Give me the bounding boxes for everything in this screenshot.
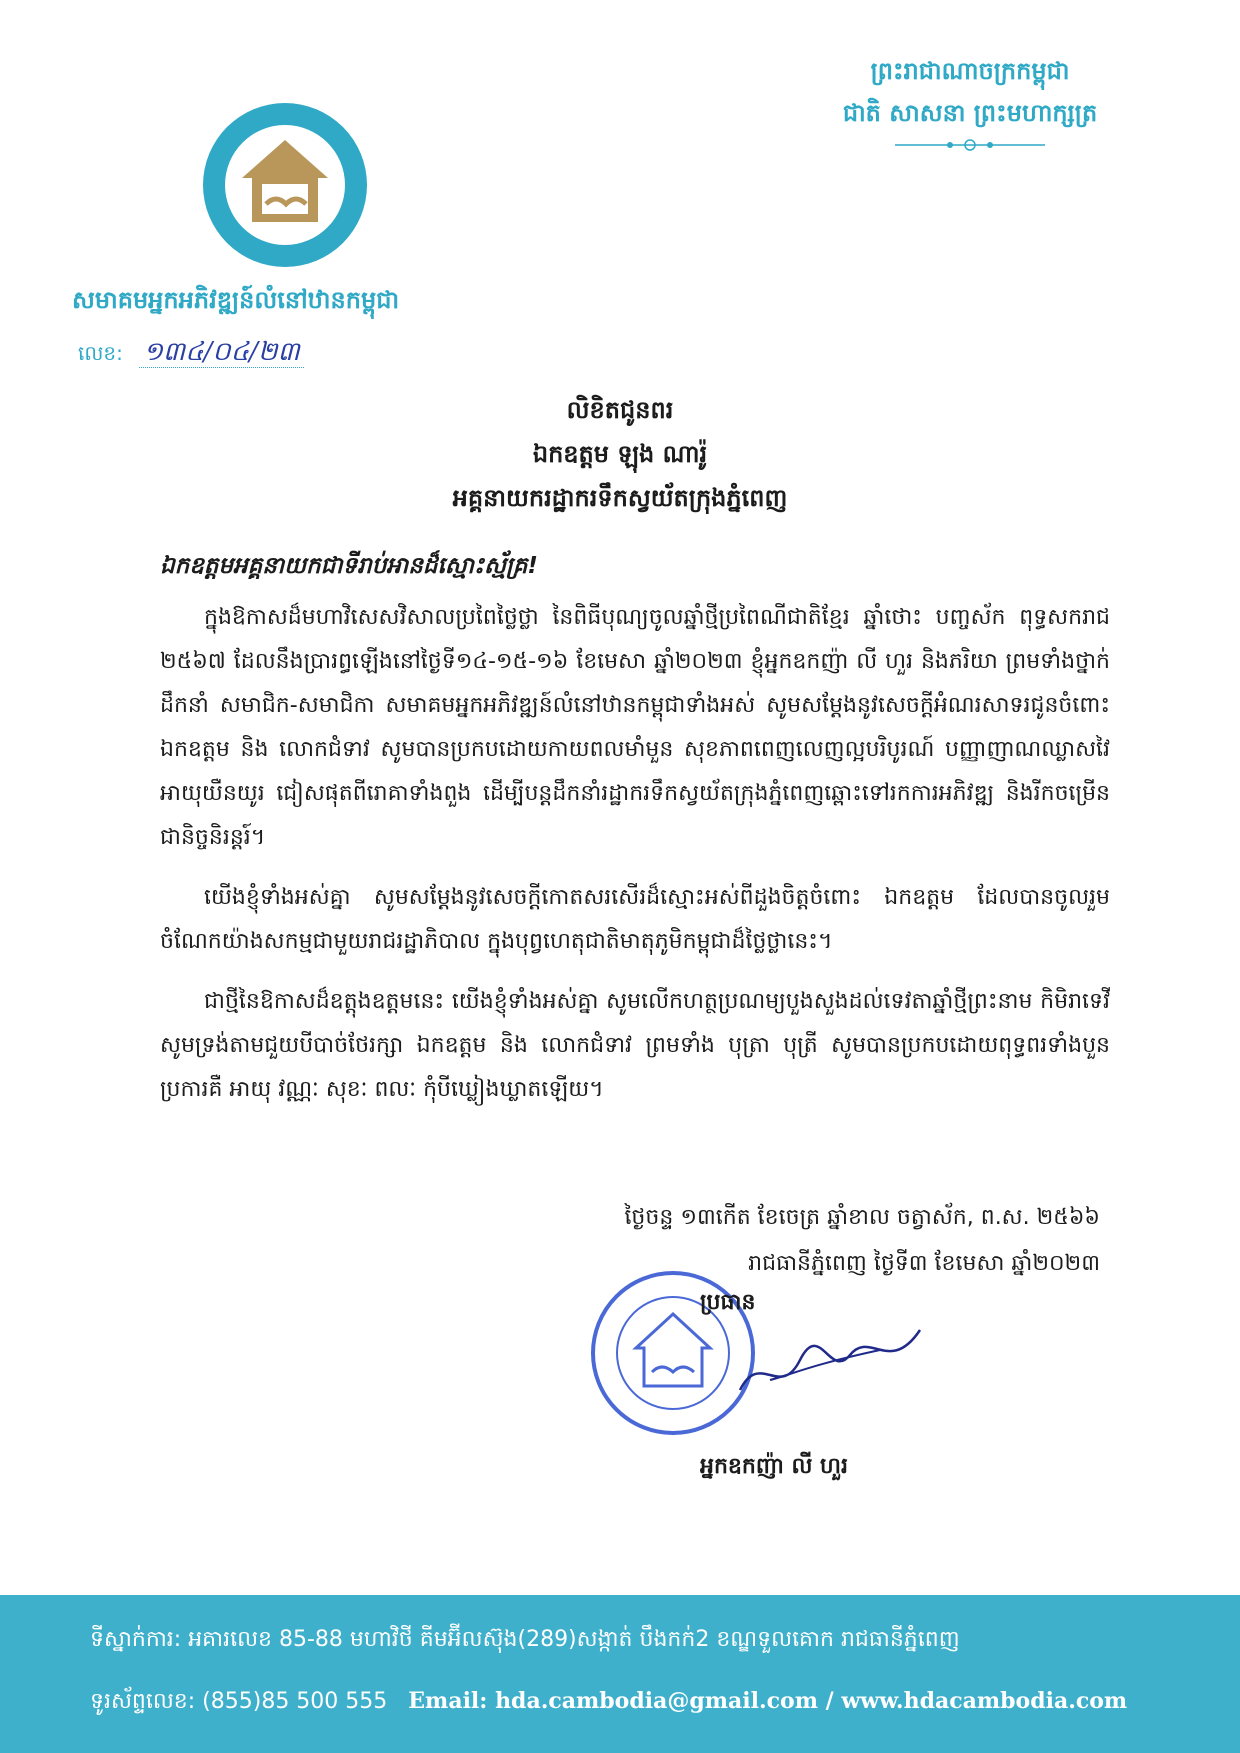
solar-date: រាជធានីភ្នំពេញ ថ្ងៃទី៣ ខែមេសា ឆ្នាំ២០២៣	[748, 1251, 1100, 1276]
motto-line2: ជាតិ សាសនា ព្រះមហាក្សត្រ	[842, 99, 1098, 127]
ref-value: ១៣៤/០៤/២៣	[139, 337, 304, 368]
motto-line1: ព្រះរាជាណាចក្រកម្ពុជា	[870, 57, 1070, 85]
paragraph: ក្នុងឱកាសដ៏មហាវិសេសវិសាលប្រពៃថ្លៃថ្លា នៃពិធីបុណ្យចូលឆ្នាំថ្មីប្រពៃណីជាតិខ្មែរ ឆ្នាំថោះ បញ្ចស័ក ពុទ្ធសករាជ ២៥៦៧ ដែលនឹងប្រារព្ធឡើងនៅថ្ងៃទី១៤-១៥-១៦ ខែមេសា ឆ្នាំ២០២៣ ខ្ញុំអ្នកឧកញ៉ា លី ហួរ និងភរិយា ព្រមទាំងថ្នាក់ដឹកនាំ សមាជិក-សមាជិកា សមាគមអ្នកអភិវឌ្ឍន៍លំនៅឋានកម្ពុជាទាំងអស់ សូមសម្តែងនូវសេចក្តីអំណរសាទរជូនចំពោះ ឯកឧត្តម និង លោកជំទាវ សូមបានប្រកបដោយកាយពលមាំមួន សុខភាពពេញលេញល្អបរិបូរណ៍ បញ្ញាញាណឈ្លាសវៃ អាយុយឺនយូរ ជៀសផុតពីរោគាទាំងពួង ដើម្បីបន្តដឹកនាំរដ្ឋាករទឹកស្វយ័តក្រុងភ្នំពេញឆ្ពោះទៅរកការអភិវឌ្ឍ និងរីកចម្រើនជានិច្ចនិរន្តរ៍។	[160, 605, 1110, 850]
footer-contact	[90, 1687, 1127, 1719]
signature-icon	[730, 1320, 930, 1410]
footer-phone: ទូរស័ព្ទលេខ: (855)85 500 555	[90, 1689, 388, 1714]
footer	[0, 1595, 1240, 1753]
paragraph: យើងខ្ញុំទាំងអស់គ្នា សូមសម្តែងនូវសេចក្តីកោតសរសើរដ៏ស្មោះអស់ពីដួងចិត្តចំពោះ ឯកឧត្តម ដែលបានចូលរួមចំណែកយ៉ាងសកម្មជាមួយរាជរដ្ឋាភិបាល ក្នុងបុព្វហេតុជាតិមាតុភូមិកម្ពុជាដ៏ថ្លៃថ្លានេះ។	[160, 885, 1110, 954]
recipient-title: អគ្គនាយករដ្ឋាករទឹកស្វយ័តក្រុងភ្នំពេញ	[452, 484, 788, 512]
kingdom-motto	[760, 50, 1180, 152]
org-name: សមាគមអ្នកអភិវឌ្ឍន៍លំនៅឋានកម្ពុជា	[72, 286, 400, 314]
ref-label: លេខ:	[78, 341, 123, 365]
paragraph: ជាថ្មីនៃឱកាសដ៏ឧត្តុងឧត្តមនេះ យើងខ្ញុំទាំងអស់គ្នា សូមលើកហត្ថប្រណម្យបួងសួងដល់ទេវតាឆ្នាំថ្មីព្រះនាម កិមិរាទេវី សូមទ្រង់តាមជួយបីបាច់ថែរក្សា ឯកឧត្តម និង លោកជំទាវ ព្រមទាំង បុត្រា បុត្រី សូមបានប្រកបដោយពុទ្ធពរទាំងបួនប្រការគឺ អាយុ វណ្ណៈ សុខៈ ពលៈ កុំបីឃ្លៀងឃ្លាតឡើយ។	[160, 989, 1110, 1102]
signer-title: ប្រធាន	[700, 1290, 756, 1315]
recipient-name: ឯកឧត្តម ឡុង ណារ៉ូ	[532, 440, 708, 468]
signer-name: អ្នកឧកញ៉ា លី ហួរ	[700, 1454, 848, 1479]
reference-number	[78, 335, 304, 373]
letter-type: លិខិតជូនពរ	[566, 396, 674, 424]
recipient-block	[0, 388, 1240, 520]
salutation: ឯកឧត្តមអគ្គនាយកជាទីរាប់អានដ៏ស្មោះស្ម័គ្រ!	[160, 553, 538, 579]
hda-logo-icon	[200, 100, 370, 270]
footer-email[interactable]: Email: hda.cambodia@gmail.com / www.hdacambodia.com	[408, 1688, 1128, 1714]
ornament-divider-icon	[895, 138, 1045, 152]
lunar-date: ថ្ងៃចន្ទ ១៣កើត ខែចេត្រ ឆ្នាំខាល ចត្វាស័ក, ព.ស. ២៥៦៦	[624, 1205, 1100, 1230]
footer-address: ទីស្នាក់ការ: អគារលេខ 85-88 មហាវិថី គីមអ៊ីលស៊ុង(289)សង្កាត់ បឹងកក់2 ខណ្ឌទួលគោក រាជធានីភ្នំពេញ	[90, 1627, 960, 1652]
letter-body	[160, 596, 1110, 1128]
